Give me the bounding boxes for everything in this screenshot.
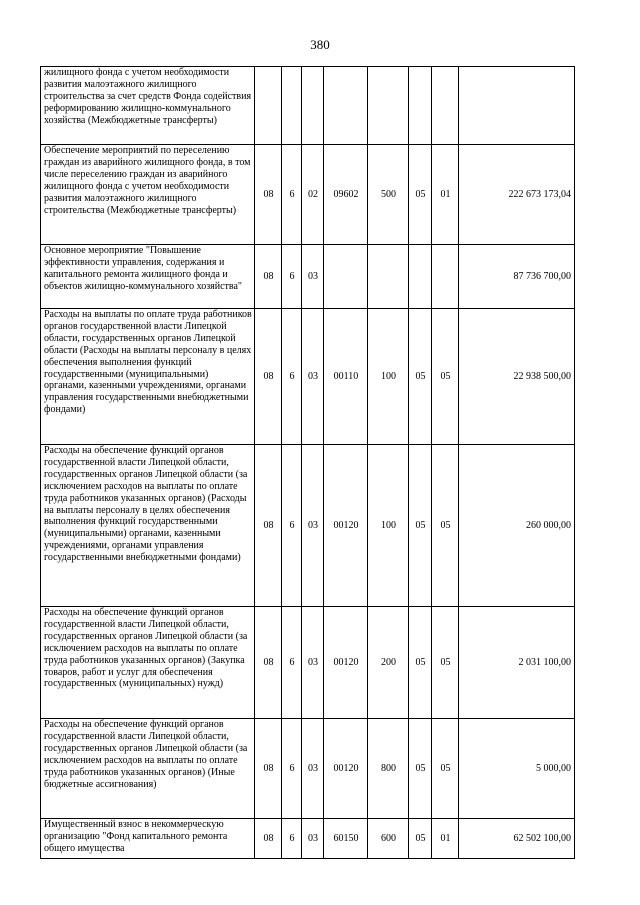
cell-code-3: 03: [302, 819, 324, 859]
table-row: [41, 819, 575, 859]
table-row: [41, 67, 575, 145]
cell-code-1: 08: [255, 445, 282, 607]
cell-code-6: 05: [409, 719, 432, 819]
cell-code-3: 03: [302, 607, 324, 719]
table-row: [41, 607, 575, 719]
cell-code-6: 05: [409, 309, 432, 445]
cell-code-4: [324, 245, 368, 309]
cell-code-3: 02: [302, 145, 324, 245]
cell-amount: [459, 67, 575, 145]
cell-code-7: 05: [432, 719, 459, 819]
cell-code-6: 05: [409, 145, 432, 245]
cell-code-7: 05: [432, 607, 459, 719]
cell-code-6: [409, 245, 432, 309]
table-row: [41, 145, 575, 245]
cell-code-1: 08: [255, 719, 282, 819]
cell-code-6: [409, 67, 432, 145]
cell-code-1: 08: [255, 309, 282, 445]
budget-table: [40, 66, 575, 859]
cell-expense-name: Обеспечение мероприятий по переселению граждан из аварийного жилищного фонда, в том числе переселению граждан из аварийного жилищного фонда с учетом необходимости развития малоэтажного жилищного строительства (Межбюджетные трансферты): [41, 145, 255, 245]
table-row: [41, 245, 575, 309]
cell-code-3: 03: [302, 309, 324, 445]
cell-expense-name: Имущественный взнос в некоммерческую организацию "Фонд капитального ремонта общего имущества: [41, 819, 255, 859]
cell-code-2: [282, 67, 302, 145]
cell-expense-name: Основное мероприятие "Повышение эффективности управления, содержания и капитального ремонта жилищного фонда и объектов жилищно-коммунального хозяйства": [41, 245, 255, 309]
cell-amount: 5 000,00: [459, 719, 575, 819]
table-row: [41, 719, 575, 819]
cell-code-7: 01: [432, 145, 459, 245]
cell-expense-name: жилищного фонда с учетом необходимости развития малоэтажного жилищного строительства за счет средств Фонда содействия реформированию жилищно-коммунального хозяйства (Межбюджетные трансферты): [41, 67, 255, 145]
cell-amount: 260 000,00: [459, 445, 575, 607]
page-number: 380: [310, 37, 330, 52]
cell-code-2: 6: [282, 607, 302, 719]
cell-code-6: 05: [409, 445, 432, 607]
cell-code-5: 600: [368, 819, 409, 859]
cell-code-2: 6: [282, 719, 302, 819]
cell-code-3: [302, 67, 324, 145]
cell-code-3: 03: [302, 445, 324, 607]
cell-expense-name: Расходы на обеспечение функций органов государственной власти Липецкой области, государственных органов Липецкой области (за исключением расходов на выплаты по оплате труда работников указанных органов) (Иные бюджетные ассигнования): [41, 719, 255, 819]
cell-code-2: 6: [282, 445, 302, 607]
cell-code-3: 03: [302, 719, 324, 819]
budget-table-body: [41, 67, 575, 859]
cell-code-6: 05: [409, 819, 432, 859]
cell-code-5: 100: [368, 309, 409, 445]
cell-amount: 87 736 700,00: [459, 245, 575, 309]
cell-code-3: 03: [302, 245, 324, 309]
cell-code-7: 05: [432, 445, 459, 607]
cell-code-2: 6: [282, 145, 302, 245]
cell-code-5: [368, 245, 409, 309]
cell-code-5: [368, 67, 409, 145]
cell-code-4: 00120: [324, 607, 368, 719]
cell-code-5: 200: [368, 607, 409, 719]
cell-code-1: 08: [255, 819, 282, 859]
cell-code-4: 09602: [324, 145, 368, 245]
table-row: [41, 309, 575, 445]
cell-code-7: 05: [432, 309, 459, 445]
cell-code-2: 6: [282, 245, 302, 309]
cell-expense-name: Расходы на обеспечение функций органов государственной власти Липецкой области, государственных органов Липецкой области (за исключением расходов на выплаты по оплате труда работников указанных органов) (Расходы на выплаты персоналу в целях обеспечения выполнения функций государственными (муниципальными) органами, казенными учреждениями, органами управления государственными внебюджетными фондами): [41, 445, 255, 607]
cell-code-1: 08: [255, 245, 282, 309]
cell-code-7: [432, 245, 459, 309]
cell-amount: 222 673 173,04: [459, 145, 575, 245]
cell-code-4: 00120: [324, 445, 368, 607]
cell-code-1: [255, 67, 282, 145]
cell-code-4: 00110: [324, 309, 368, 445]
cell-code-4: 00120: [324, 719, 368, 819]
cell-code-7: 01: [432, 819, 459, 859]
cell-code-6: 05: [409, 607, 432, 719]
cell-amount: 2 031 100,00: [459, 607, 575, 719]
cell-expense-name: Расходы на выплаты по оплате труда работников органов государственной власти Липецкой области, государственных органов Липецкой области (Расходы на выплаты персоналу в целях обеспечения выполнения функций государственными (муниципальными) органами, казенными учреждениями, органами управления государственными внебюджетными фондами): [41, 309, 255, 445]
cell-code-4: 60150: [324, 819, 368, 859]
cell-expense-name: Расходы на обеспечение функций органов государственной власти Липецкой области, государственных органов Липецкой области (за исключением расходов на выплаты по оплате труда работников указанных органов) (Закупка товаров, работ и услуг для обеспечения государственных (муниципальных) нужд): [41, 607, 255, 719]
table-row: [41, 445, 575, 607]
cell-code-5: 800: [368, 719, 409, 819]
cell-code-7: [432, 67, 459, 145]
cell-code-4: [324, 67, 368, 145]
cell-amount: 62 502 100,00: [459, 819, 575, 859]
cell-code-5: 100: [368, 445, 409, 607]
cell-code-1: 08: [255, 607, 282, 719]
cell-code-2: 6: [282, 819, 302, 859]
cell-code-1: 08: [255, 145, 282, 245]
cell-amount: 22 938 500,00: [459, 309, 575, 445]
cell-code-5: 500: [368, 145, 409, 245]
cell-code-2: 6: [282, 309, 302, 445]
